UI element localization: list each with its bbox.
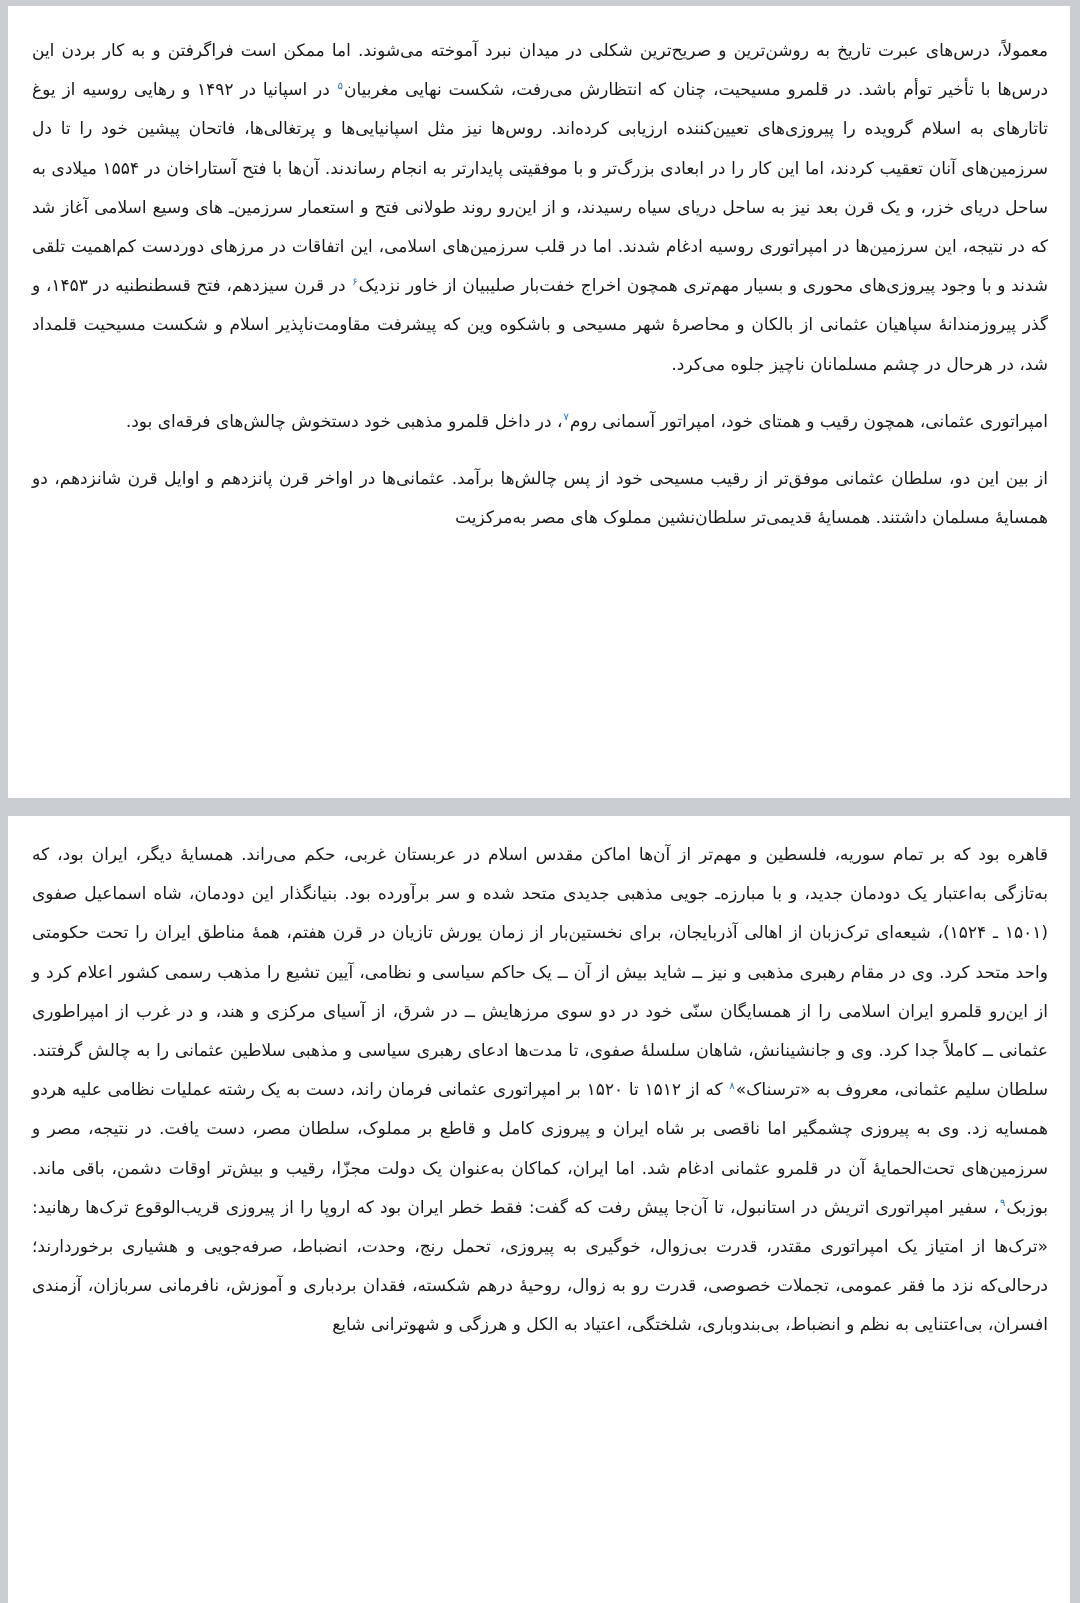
footnote-marker-7[interactable]: ۷ — [563, 412, 569, 424]
paragraph-3: از بین این دو، سلطان عثمانی موفق‌تر از رقیب مسیحی خود از پس چالش‌ها برآمد. عثمانی‌ها در اواخر قرن پانزدهم و اوایل قرن شانزدهم، دو همسایهٔ مسلمان داشتند. همسایهٔ قدیمی‌تر سلطان‌نشین مملوک های مصر به‌مرکزیت — [32, 469, 1048, 529]
page-2 — [8, 816, 1070, 1603]
paragraph-text: معمولاً، درس‌های عبرت تاریخ به روشن‌ترین و صریح‌ترین شکلی در میدان نبرد آموخته می‌شوند. اما ممکن است فراگرفتن و به کار بردن این درس‌ها با تأخیر توأم باشد. در قلمرو مسیحیت، چنان که انتظارش می‌رفت، شکست نهایی مغربیان — [32, 41, 1049, 101]
paragraph-text: ، سفیر امپراتوری اتریش در استانبول، تا آن‌جا پیش رفت که گفت: فقط خطر ایران بود که اروپا را از پیروزی قریب‌الوقوع ترک‌ها رهانید: «ترک‌ها از امتیاز یک امپراتوری مقتدر، قدرت بی‌زوال، خوگیری به پیروزی، تحمل رنج، وحدت، انضباط، صرفه‌جویی و هشیاری برخوردارند؛ درحالی‌که نزد ما فقر عمومی، تجملات خصوصی، قدرت رو به زوال، روحیهٔ درهم شکسته، فقدان بردباری و آموزش، نافرمانی سربازان، آزمندی افسران، بی‌اعتنایی به نظم و انضباط، بی‌بندوباری، شلختگی، اعتیاد به الکل و هرزگی و شهوترانی شایع — [32, 1197, 1048, 1336]
paragraph-1 — [32, 32, 1048, 385]
footnote-marker-6[interactable]: ۶ — [352, 276, 358, 288]
paragraph-2 — [32, 403, 1048, 442]
paragraph-text: قاهره بود که بر تمام سوریه، فلسطین و مهم‌تر از آن‌ها اماکن مقدس اسلام در عربستان غربی، حکم می‌راند. همسایهٔ دیگر، ایران بود، که به‌تازگی به‌اعتبار یک دودمان جدید، و با مبارزه‌ـ جویی مذهبی جدیدی متحد شده و سر برآورده بود. بنیانگذار این دودمان، شاه اسماعیل صفوی (۱۵۰۱ ـ ۱۵۲۴)، شیعه‌ای ترک‌زبان از اهالی آذربایجان، برای نخستین‌بار از زمان یورش تازیان در قرن هفتم، همهٔ مناطق ایران را تحت حکومتی واحد متحد کرد. وی در مقام رهبری مذهبی و نیز ــ شاید بیش از آن ــ یک حاکم سیاسی و نظامی، آیین تشیع را مذهب رسمی کشور اعلام کرد و از این‌رو قلمرو ایران اسلامی را از همسایگان سنّی خود در دو سوی مرزهایش ــ در شرق، از آسیای مرکزی و هند، و در غرب از امپراطوری عثمانی ــ کاملاً جدا کرد. وی و جانشینانش، شاهان سلسلهٔ صفوی، تا مدت‌ها ادعای رهبری سیاسی و مذهبی سلاطین عثمانی را به چالش گرفتند. سلطان سلیم عثمانی، معروف به «ترسناک» — [32, 845, 1049, 1101]
paragraph-text: که از ۱۵۱۲ تا ۱۵۲۰ بر امپراتوری عثمانی فرمان راند، دست به یک رشته عملیات نظامی علیه هردو همسایه زد. وی به پیروزی چشمگیر اما ناقصی بر شاه ایران و پیروزی کامل و قاطع بر مملوک، سلطان مصر، دست یافت. در نتیجه، مصر و سرزمین‌های تحت‌الحمایهٔ آن در قلمرو عثمانی ادغام شد. اما ایران، کماکان به‌عنوان یک دولت مجزّا، رقیب و بیش‌تر اوقات دشمن، باقی ماند. بوزبک — [32, 1080, 1048, 1218]
paragraph-text: در قرن سیزدهم، فتح قسطنطنیه در ۱۴۵۳، و گذر پیروزمندانهٔ سپاهیان عثمانی از بالکان و محاصرهٔ شهر مسیحی و باشکوه وین که پیشرفت مقاومت‌ناپذیر اسلام و شکست مسیحیت قلمداد شد، در هرحال در چشم مسلمانان ناچیز جلوه می‌کرد. — [32, 276, 1048, 375]
paragraph-text: ، در داخل قلمرو مذهبی خود دستخوش چالش‌های فرقه‌ای بود. — [125, 411, 563, 432]
footnote-marker-8[interactable]: ۸ — [729, 1080, 735, 1092]
paragraph-text: امپراتوری عثمانی، همچون رقیب و همتای خود، امپراتور آسمانی روم — [569, 411, 1048, 432]
page-1 — [8, 6, 1070, 798]
footnote-marker-9[interactable]: ۹ — [999, 1198, 1006, 1210]
footnote-marker-5[interactable]: ۵ — [337, 80, 344, 92]
paragraph-4 — [32, 836, 1048, 1346]
paragraph-text: در اسپانیا در ۱۴۹۲ و رهایی روسیه از یوغ تاتارهای به اسلام گرویده را پیروزی‌های تعیین‌کننده ارزیابی کرده‌اند. روس‌ها نیز مثل اسپانیایی‌ها و پرتغالی‌ها، فاتحان پیشین خود را تا دل سرزمین‌های آنان تعقیب کردند، اما این کار را در ابعادی بزرگ‌تر و با موفقیتی پایدارتر به انجام رساندند. آن‌ها با فتح آستاراخان در ۱۵۵۴ میلادی به ساحل دریای خزر، و یک قرن بعد نیز به ساحل دریای سیاه رسیدند، و از این‌رو روند طولانی فتح و استعمار سرزمین‌ـ های وسیع اسلامی آغاز شد که در نتیجه، این سرزمین‌ها در امپراتوری روسیه ادغام شدند. اما در قلب سرزمین‌های اسلامی، این اتفاقات در مرزهای دوردست کم‌اهمیت تلقی شدند و با وجود پیروزی‌های محوری و بسیار مهم‌تری همچون اخراج خفت‌بار صلیبیان از خاور نزدیک — [32, 80, 1048, 297]
